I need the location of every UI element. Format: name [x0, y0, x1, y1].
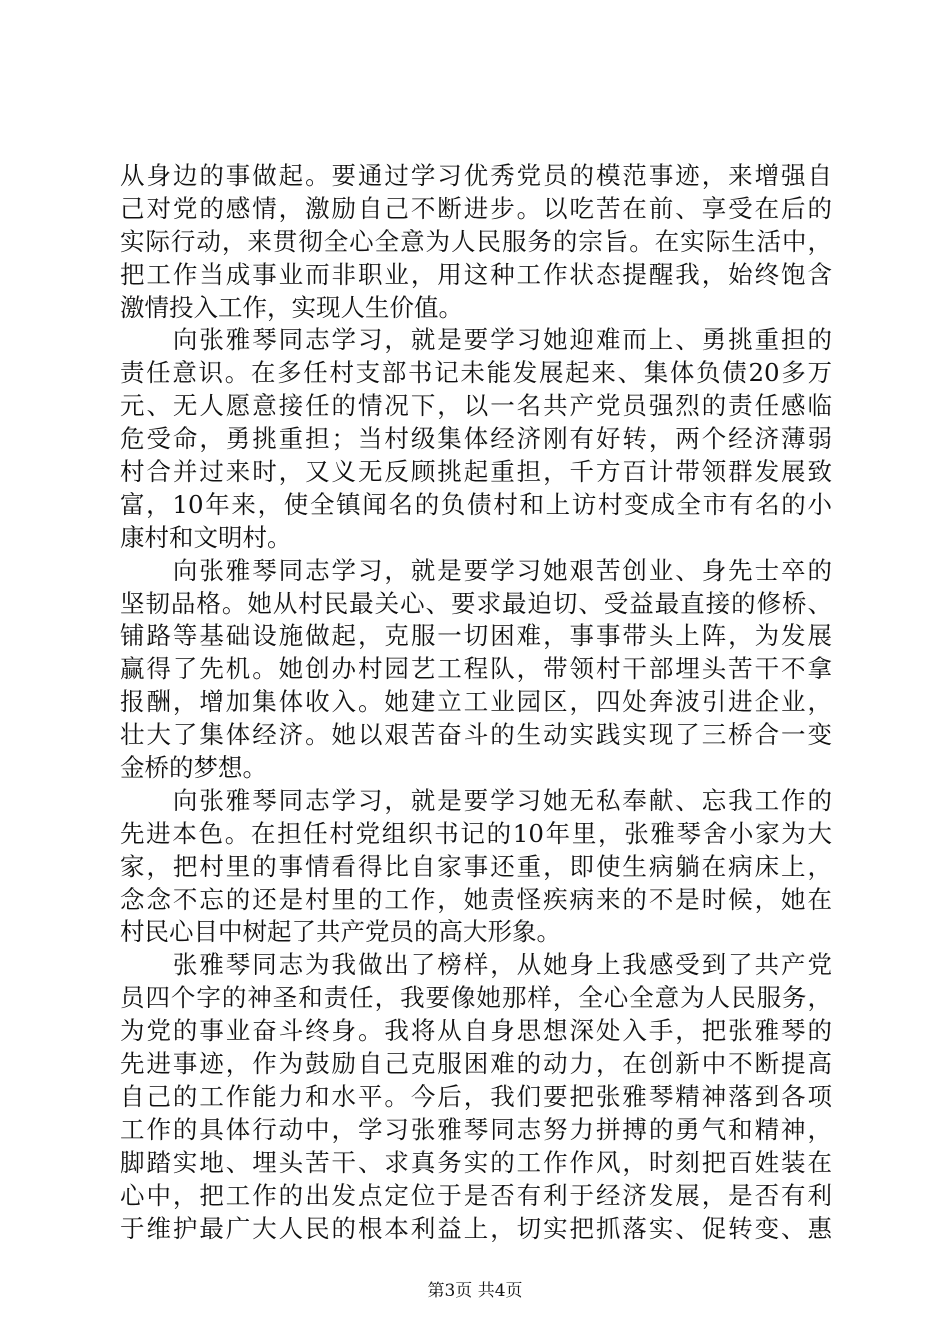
paragraph — [120, 160, 832, 324]
text-line: 张雅琴同志为我做出了榜样，从她身上我感受到了共产党 — [120, 950, 832, 980]
paragraph — [120, 785, 832, 949]
text-line: 危受命，勇挑重担；当村级集体经济刚有好转，两个经济薄弱 — [120, 424, 832, 454]
text-line: 责任意识。在多任村支部书记未能发展起来、集体负债20多万 — [120, 358, 832, 388]
text-line: 心中，把工作的出发点定位于是否有利于经济发展，是否有利 — [120, 1180, 832, 1210]
text-line: 激情投入工作，实现人生价值。 — [120, 292, 463, 322]
text-line: 村民心目中树起了共产党员的高大形象。 — [120, 917, 561, 947]
paragraph — [120, 555, 832, 785]
text-line: 脚踏实地、埋头苦干、求真务实的工作作风，时刻把百姓装在 — [120, 1147, 832, 1177]
page-footer: 第3页 共4页 — [427, 1281, 523, 1301]
text-line: 铺路等基础设施做起，克服一切困难，事事带头上阵，为发展 — [120, 621, 832, 651]
text-line: 康村和文明村。 — [120, 522, 292, 552]
text-line: 赢得了先机。她创办村园艺工程队，带领村干部埋头苦干不拿 — [120, 654, 832, 684]
text-line: 向张雅琴同志学习，就是要学习她迎难而上、勇挑重担的 — [120, 325, 832, 355]
text-line: 壮大了集体经济。她以艰苦奋斗的生动实践实现了三桥合一变 — [120, 720, 832, 750]
text-line: 把工作当成事业而非职业，用这种工作状态提醒我，始终饱含 — [120, 259, 832, 289]
text-line: 元、无人愿意接任的情况下，以一名共产党员强烈的责任感临 — [120, 391, 832, 421]
text-line: 向张雅琴同志学习，就是要学习她无私奉献、忘我工作的 — [120, 785, 832, 815]
text-line: 从身边的事做起。要通过学习优秀党员的模范事迹，来增强自 — [120, 161, 832, 190]
text-line: 员四个字的神圣和责任，我要像她那样，全心全意为人民服务， — [120, 983, 832, 1013]
text-line: 村合并过来时，又义无反顾挑起重担，千方百计带领群发展致 — [120, 457, 832, 487]
body-text — [120, 160, 832, 1245]
text-line: 先进事迹，作为鼓励自己克服困难的动力，在创新中不断提高 — [120, 1049, 832, 1079]
text-line: 金桥的梦想。 — [120, 753, 267, 783]
text-line: 念念不忘的还是村里的工作，她责怪疾病来的不是时候，她在 — [120, 884, 832, 914]
paragraph — [120, 324, 832, 554]
text-line: 自己的工作能力和水平。今后，我们要把张雅琴精神落到各项 — [120, 1081, 832, 1111]
text-line: 坚韧品格。她从村民最关心、要求最迫切、受益最直接的修桥、 — [120, 588, 832, 618]
paragraph — [120, 949, 832, 1245]
text-line: 富，10年来，使全镇闻名的负债村和上访村变成全市有名的小 — [120, 489, 832, 519]
text-line: 向张雅琴同志学习，就是要学习她艰苦创业、身先士卒的 — [120, 555, 832, 585]
text-line: 己对党的感情，激励自己不断进步。以吃苦在前、享受在后的 — [120, 193, 832, 223]
text-line: 实际行动，来贯彻全心全意为人民服务的宗旨。在实际生活中， — [120, 226, 832, 256]
text-line: 于维护最广大人民的根本利益上，切实把抓落实、促转变、惠 — [120, 1213, 832, 1243]
text-line: 先进本色。在担任村党组织书记的10年里，张雅琴舍小家为大 — [120, 818, 832, 848]
text-line: 工作的具体行动中，学习张雅琴同志努力拼搏的勇气和精神， — [120, 1114, 832, 1144]
text-line: 家，把村里的事情看得比自家事还重，即使生病躺在病床上， — [120, 851, 832, 881]
text-line: 为党的事业奋斗终身。我将从自身思想深处入手，把张雅琴的 — [120, 1016, 832, 1046]
text-line: 报酬，增加集体收入。她建立工业园区，四处奔波引进企业， — [120, 687, 832, 717]
